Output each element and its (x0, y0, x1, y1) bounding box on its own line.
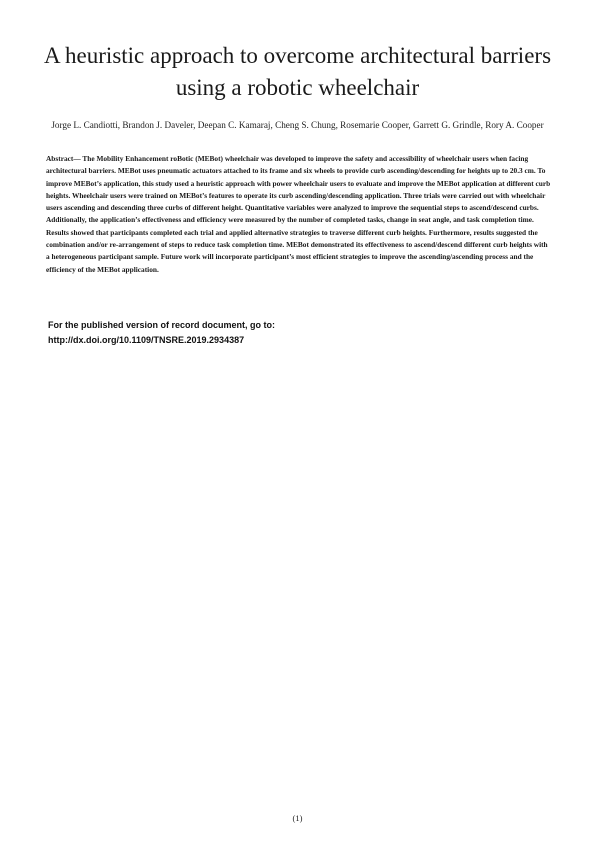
doi-link[interactable]: http://dx.doi.org/10.1109/TNSRE.2019.2934387 (48, 334, 245, 345)
abstract (46, 153, 551, 276)
published-version-note-block (48, 318, 548, 347)
abstract-text: The Mobility Enhancement roBotic (MEBot) wheelchair was developed to improve the safety and accessibility of wheelchair users when facing architectural barriers. MEBot uses pneumatic actuators attached to its frame and six wheels to provide curb ascending/descending for heights up to 20.3 cm. To improve MEBot’s application, this study used a heuristic approach with power wheelchair users to evaluate and improve the MEBot application at different curb heights. Wheelchair users were trained on MEBot’s features to operate its curb ascending/descending application. Three trials were carried out with wheelchair users ascending and descending three curbs of different height. Quantitative variables were analyzed to improve the sequential steps to ascend/descend curbs. Additionally, the application’s effectiveness and efficiency were measured by the number of completed tasks, change in seat angle, and task completion time. Results showed that participants completed each trial and applied alternative strategies to traverse different curb heights. Furthermore, results suggested the combination and/or re-arrangement of steps to reduce task completion time. MEBot demonstrated its effectiveness to ascend/descend different curb heights with a heterogeneous participant sample. Future work will incorporate participant’s most efficient strategies to improve the ascending/ascending process and the efficiency of the MEBot application. (46, 154, 551, 274)
abstract-label: Abstract— (46, 154, 81, 163)
page-number: (1) (292, 813, 303, 823)
paper-title: A heuristic approach to overcome architectural barriers using a robotic wheelchair (43, 43, 552, 100)
author-list: Jorge L. Candiotti, Brandon J. Daveler, Deepan C. Kamaraj, Cheng S. Chung, Rosemarie Cooper, Garrett G. Grindle, Rory A. Cooper (51, 120, 544, 130)
published-version-note: For the published version of record document, go to: (48, 320, 276, 330)
